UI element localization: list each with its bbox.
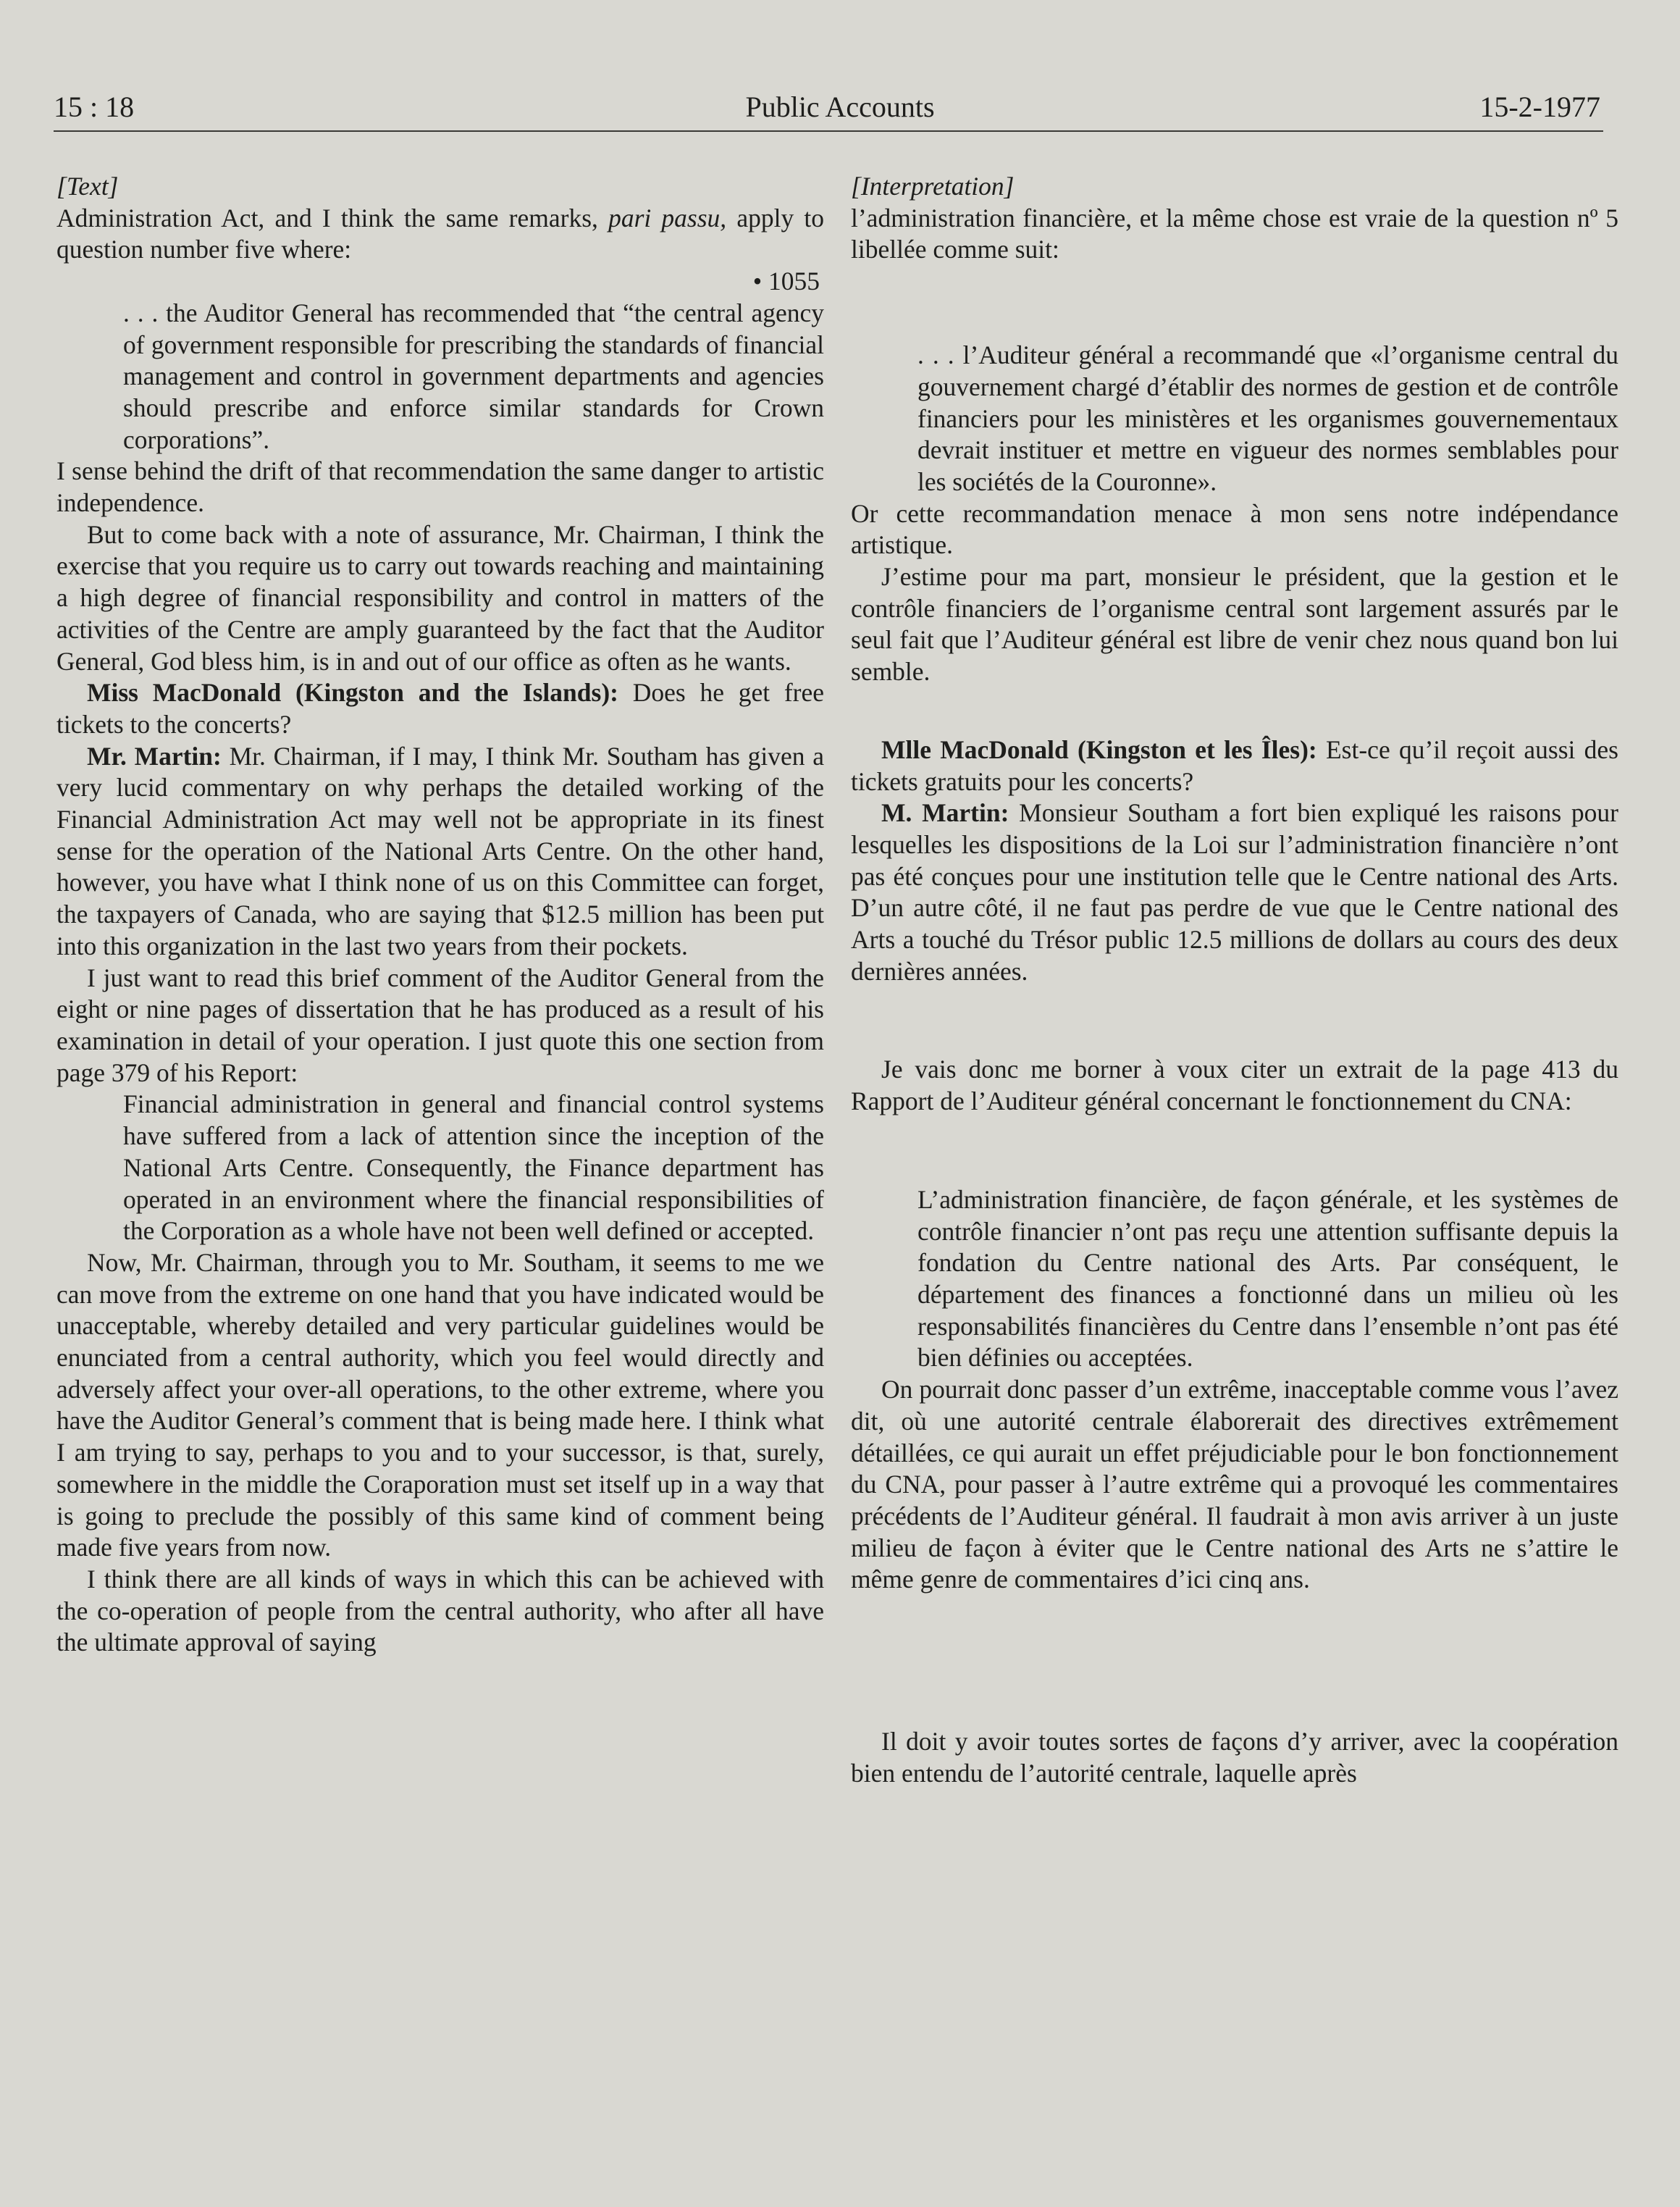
paragraph: Mr. Martin: Mr. Chairman, if I may, I think Mr. Southam has given a very lucid commentary on why perhaps the detailed working of the Financial Administration Act may well not be appropriate in its finest sense for the operation of the National Arts Centre. On the other hand, however, you have what I think none of us on this Committee can forget, the taxpayers of Canada, who are saying that $12.5 million has been put into this organization in the last two years from their pockets.	[56, 741, 824, 960]
running-title: Public Accounts	[745, 91, 935, 123]
page-reference: 15 : 18	[54, 91, 135, 123]
paragraph: I think there are all kinds of ways in which this can be achieved with the co-operation of people from the central authority, who after all have the ultimate approval of saying	[56, 1564, 824, 1657]
paragraph: Miss MacDonald (Kingston and the Islands): Does he get free tickets to the concerts?	[56, 678, 824, 739]
paragraph: J’estime pour ma part, monsieur le président, que la gestion et le contrôle financiers de l’organisme central sont largement assurés par le seul fait que l’Auditeur général est libre de venir chez nous quand bon lui semble.	[851, 562, 1618, 687]
paragraph: I just want to read this brief comment of the Auditor General from the eight or nine pages of dissertation that he has produced as a result of his examination in detail of your operation. I just quote this one section from page 379 of his Report:	[56, 963, 824, 1087]
quotation: . . . the Auditor General has recommended that “the central agency of government responsible for prescribing the standards of financial management and control in government departments and agencies should prescribe and enforce similar standards for Crown corporations”.	[123, 298, 824, 454]
interpretation-tag: [Interpretation]	[851, 172, 1015, 201]
paragraph: Je vais donc me borner à voux citer un extrait de la page 413 du Rapport de l’Auditeur général concernant le fonctionnement du CNA:	[851, 1055, 1618, 1116]
paragraph: But to come back with a note of assurance, Mr. Chairman, I think the exercise that you require us to carry out towards reaching and maintaining a high degree of financial responsibility and control in matters of the activities of the Centre are amply guaranteed by the fact that the Auditor General, God bless him, is in and out of our office as often as he wants.	[56, 519, 824, 676]
page-date: 15-2-1977	[1479, 91, 1600, 123]
paragraph: l’administration financière, et la même chose est vraie de la question nº 5 libellée comme suit:	[851, 203, 1618, 264]
quotation: . . . l’Auditeur général a recommandé que «l’organisme central du gouvernement chargé d’établir des normes de gestion et de contrôle financiers pour les ministères et les organismes gouvernementaux devrait instituer et mettre en vigueur des normes semblables pour les sociétés de la Couronne».	[917, 340, 1618, 496]
speaker-name: Miss MacDonald (Kingston and the Islands):	[87, 678, 618, 708]
speaker-name: Mlle MacDonald (Kingston et les Îles):	[881, 734, 1317, 764]
english-column	[56, 171, 824, 1659]
header-rule	[54, 130, 1603, 132]
paragraph: On pourrait donc passer d’un extrême, inacceptable comme vous l’avez dit, où une autorité centrale élaborerait des directives extrêmement détaillées, ce qui aurait un effet préjudiciable pour le bon fonctionnement du CNA, pour passer à l’autre extrême qui a provoqué les commentaires précédents de l’Auditeur général. Il faudrait à mon avis arriver à un juste milieu de façon à éviter que le Centre national des Arts ne s’attire le même genre de commentaires d’ici cinq ans.	[851, 1375, 1618, 1594]
paragraph: Or cette recommandation menace à mon sens notre indépendance artistique.	[851, 498, 1618, 560]
speaker-name: Mr. Martin:	[87, 741, 222, 771]
quotation: L’administration financière, de façon générale, et les systèmes de contrôle financier n’ont pas reçu une attention suffisante depuis la fondation du Centre national des Arts. Par conséquent, le département des finances a fonctionné dans un milieu où les responsabilités financières du Centre dans l’ensemble n’ont pas été bien définies ou acceptées.	[917, 1184, 1618, 1373]
french-column	[851, 171, 1618, 1789]
time-marker: • 1055	[752, 267, 820, 296]
paragraph: I sense behind the drift of that recommendation the same danger to artistic independence.	[56, 456, 824, 518]
paragraph: M. Martin: Monsieur Southam a fort bien expliqué les raisons pour lesquelles les dispositions de la Loi sur l’administration financière n’ont pas été conçues pour une institution telle que le Centre national des Arts. D’un autre côté, il ne faut pas perdre de vue que le Centre national des Arts a touché du Trésor public 12.5 millions de dollars au cours des deux dernières années.	[851, 798, 1618, 986]
paragraph: Administration Act, and I think the same remarks, pari passu, apply to question number five where:	[56, 203, 824, 264]
quotation: Financial administration in general and financial control systems have suffered from a lack of attention since the inception of the National Arts Centre. Consequently, the Finance department has operated in an environment where the financial responsibilities of the Corporation as a whole have not been well defined or accepted.	[123, 1089, 824, 1246]
paragraph: Il doit y avoir toutes sortes de façons d’y arriver, avec la coopération bien entendu de l’autorité centrale, laquelle après	[851, 1727, 1618, 1788]
paragraph: Mlle MacDonald (Kingston et les Îles): Est-ce qu’il reçoit aussi des tickets gratuits pour les concerts?	[851, 734, 1618, 796]
text-tag: [Text]	[56, 172, 119, 201]
speaker-name: M. Martin:	[881, 798, 1009, 828]
paragraph: Now, Mr. Chairman, through you to Mr. Southam, it seems to me we can move from the extreme on one hand that you have indicated would be unacceptable, whereby detailed and very particular guidelines would be enunciated from a central authority, which you feel would directly and adversely affect your over-all operations, to the other extreme, where you have the Auditor General’s comment that is being made here. I think what I am trying to say, perhaps to you and to your successor, is that, surely, somewhere in the middle the Coraporation must set itself up in a way that is going to preclude the possibly of this same kind of comment being made five years from now.	[56, 1247, 824, 1562]
